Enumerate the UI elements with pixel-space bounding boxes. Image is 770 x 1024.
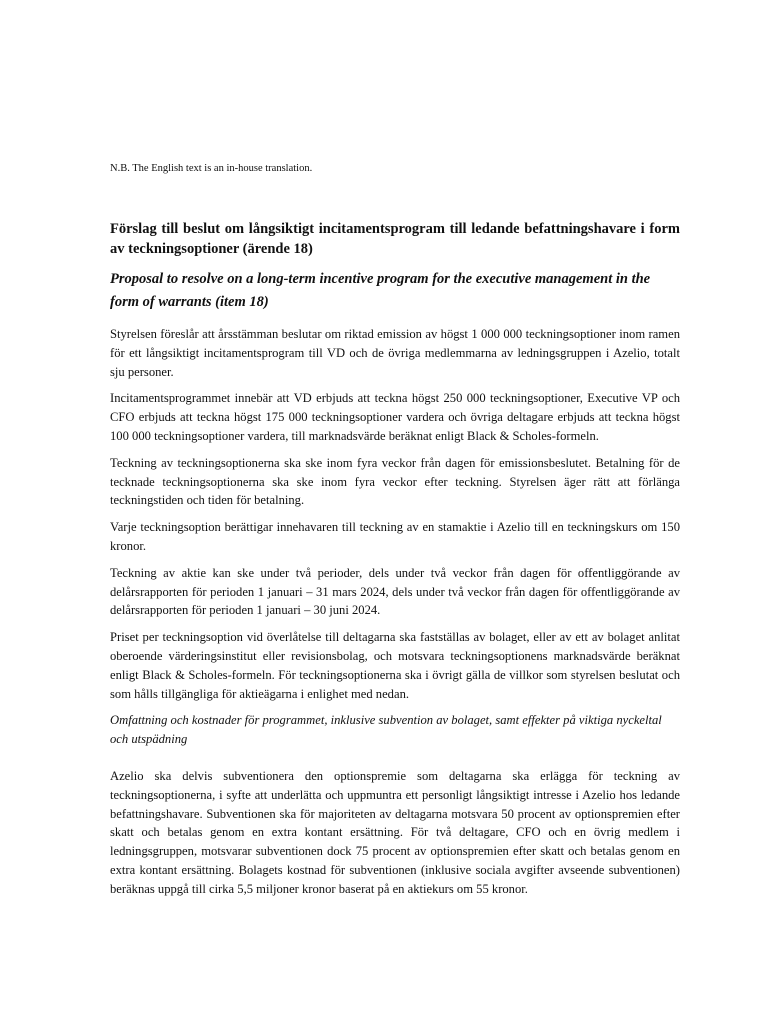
paragraph: Azelio ska delvis subventionera den optionspremie som deltagarna ska erlägga för teckning av teckningsoptionerna, i syfte att underlätta och uppmuntra ett personligt långsiktigt intresse i Azelio hos ledande befattningshavare. Subventionen ska för majoriteten av deltagarna motsvara 50 procent av optionspremien efter skatt och betalas genom en extra kontant ersättning. För två deltagare, CFO och en övrig medlem i ledningsgruppen, motsvarar subventionen dock 75 procent av optionspremien efter skatt och betalas genom en extra kontant ersättning. Bolagets kostnad för subventionen (inklusive sociala avgifter avseende subventionen) beräknas uppgå till cirka 5,5 miljoner kronor baserat på en aktiekurs om 55 kronor. <box>110 768 680 896</box>
paragraph: Priset per teckningsoption vid överlåtelse till deltagarna ska fastställas av bolaget, eller av ett av bolaget anlitat oberoende värderingsinstitut eller revisionsbolag, och motsvara teckningsoptionens marknadsvärde beräknat enligt Black & Scholes-formeln. För teckningsoptionerna ska i övrigt gälla de villkor som styrelsen beslutat och som hålls tillgängliga för aktieägarna i enlighet med nedan. <box>110 630 680 701</box>
paragraph: Varje teckningsoption berättigar innehavaren till teckning av en stamaktie i Azelio till en teckningskurs om 150 kronor. <box>110 520 680 553</box>
paragraph: Teckning av teckningsoptionerna ska ske inom fyra veckor från dagen för emissionsbeslutet. Betalning för de tecknade teckningsoptionerna ska ske inom fyra veckor efter teckning. Styrelsen äger rätt att förlänga teckningstiden och tiden för betalning. <box>110 455 680 508</box>
title-english: Proposal to resolve on a long-term incentive program for the executive management in the form of warrants (item 18) <box>110 271 651 310</box>
document-body <box>110 219 680 907</box>
section-subheading: Omfattning och kostnader för programmet, inklusive subvention av bolaget, samt effekter på viktiga nyckeltal och utspädning <box>110 713 662 747</box>
translation-note: N.B. The English text is an in-house translation. <box>110 163 313 174</box>
title-swedish: Förslag till beslut om långsiktigt incitamentsprogram till ledande befattningshavare i form av teckningsoptioner (ärende 18) <box>110 221 680 257</box>
paragraph: Teckning av aktie kan ske under två perioder, dels under två veckor från dagen för offentliggörande av delårsrapporten för perioden 1 januari – 31 mars 2024, dels under två veckor från dagen för offentliggörande av delårsrapporten för perioden 1 januari – 30 juni 2024. <box>110 565 680 618</box>
paragraph: Styrelsen föreslår att årsstämman beslutar om riktad emission av högst 1 000 000 teckningsoptioner inom ramen för ett långsiktigt incitamentsprogram till VD och de övriga medlemmarna av ledningsgruppen i Azelio, totalt sju personer. <box>110 327 680 379</box>
paragraph: Incitamentsprogrammet innebär att VD erbjuds att teckna högst 250 000 teckningsoptioner, Executive VP och CFO erbjuds att teckna högst 175 000 teckningsoptioner vardera och övriga deltagare erbjuds att teckna högst 100 000 teckningsoptioner vardera, till marknadsvärde beräknat enligt Black & Scholes-formeln. <box>110 391 680 443</box>
